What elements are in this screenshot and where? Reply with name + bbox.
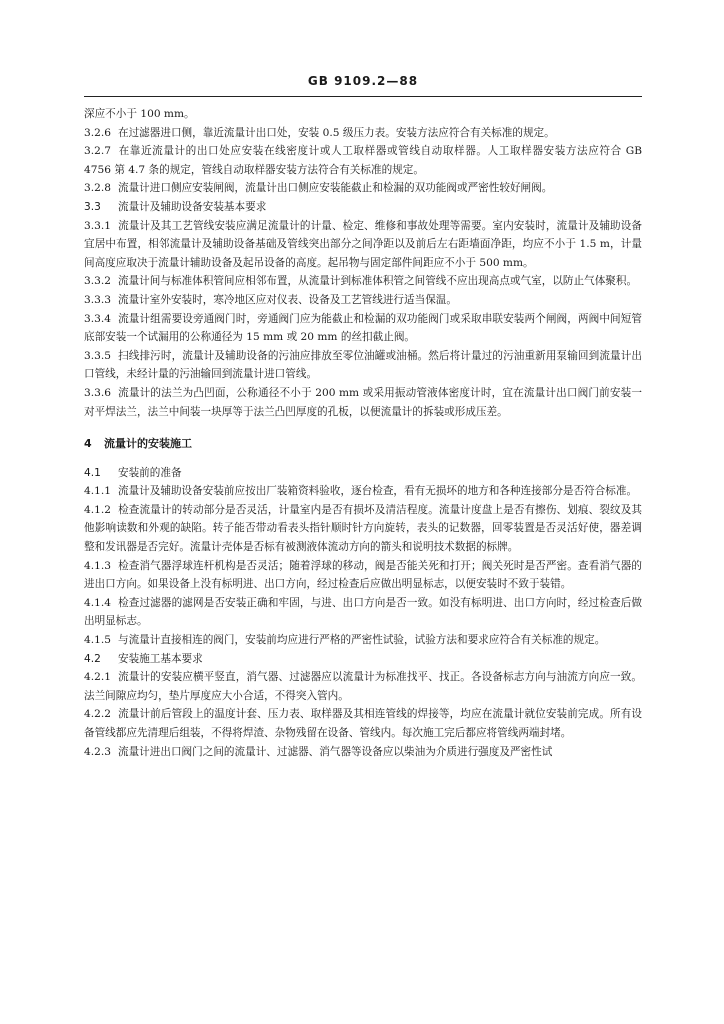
clause-text: 流量计的安装应横平竖直，消气器、过滤器应以流量计为标准找平、找正。各设备标志方向与油流方向应一致。法兰间隙应均匀，垫片厚度应大小合适，不得突入管内。 — [84, 671, 642, 702]
clause-number: 3.3.1 — [84, 219, 111, 232]
clause-text: 检查流量计的转动部分是否灵活，计量室内是否有损坏及清洁程度。流量计度盘上是否有擦伤、划痕、裂纹及其他影响读数和外观的缺陷。转子能否带动看表头指针顺时针方向旋转，表头的记数器，回零装置是否灵活好使，器差调整和发讯器是否完好。流量计壳体是否标有被测液体流动方向的箭头和说明技术数据的标牌。 — [84, 503, 642, 554]
clause-number: 3.2.8 — [84, 182, 111, 195]
clause-paragraph — [84, 291, 642, 310]
clause-number: 4.1.2 — [84, 503, 111, 516]
clause-paragraph — [84, 668, 642, 705]
clause-text: 流量计及其工艺管线安装应满足流量计的计量、检定、维修和事故处理等需要。室内安装时，流量计及辅助设备宜居中布置，相邻流量计及辅助设备基础及管线突出部分之间净距以及前后左右距墙面净距，均应不小于 1.5 m，计量间高度应取决于流量计辅助设备及起吊设备的高度。起吊物与固定部件间距应不小于 500 mm。 — [84, 219, 642, 269]
clause-number: 4.2.2 — [84, 708, 111, 721]
clause-number: 4.1 — [84, 466, 101, 479]
clause-text: 流量计进出口阀门之间的流量计、过滤器、消气器等设备应以柴油为介质进行强度及严密性试 — [118, 745, 553, 758]
clause-number: 4.1.3 — [84, 559, 111, 572]
clause-number: 3.3 — [84, 200, 101, 213]
clause-paragraph — [84, 501, 642, 557]
clause-paragraph — [84, 347, 642, 384]
clause-text: 流量计前后管段上的温度计套、压力表、取样器及其相连管线的焊接等，均应在流量计就位安装前完成。所有设备管线都应先清理后组装，不得将焊渣、杂物残留在设备、管线内。每次施工完后都应将管线两端封堵。 — [84, 708, 642, 739]
subsection-heading — [84, 650, 642, 669]
clause-text: 流量计室外安装时，寒冷地区应对仪表、设备及工艺管线进行适当保温。 — [118, 293, 457, 306]
clause-text: 与流量计直接相连的阀门，安装前均应进行严格的严密性试验，试验方法和要求应符合有关标准的规定。 — [118, 634, 606, 647]
clause-number: 3.2.7 — [84, 145, 111, 158]
clause-paragraph — [84, 217, 642, 273]
standard-code-header: GB 9109.2—88 — [307, 74, 419, 88]
clause-text: 在过滤器进口侧，靠近流量计出口处，安装 0.5 级压力表。安装方法应符合有关标准的规定。 — [118, 126, 555, 139]
clause-text: 流量计的安装施工 — [104, 437, 192, 451]
clause-text: 检查过滤器的滤网是否安装正确和牢固，与进、出口方向是否一致。如没有标明进、出口方向时，经过检查后做出明显标志。 — [84, 596, 642, 628]
clause-text: 安装施工基本要求 — [118, 652, 203, 665]
subsection-heading — [84, 464, 642, 483]
clause-text: 流量计的法兰为凸凹面，公称通径不小于 200 mm 或采用振动管液体密度计时，宜在流量计出口阀门前安装一对平焊法兰，法兰中间装一块厚等于法兰凸凹厚度的孔板，以便流量计的拆装或形成压差。 — [84, 386, 642, 418]
clause-number: 4.1.5 — [84, 634, 111, 647]
clause-number: 4.2 — [84, 652, 101, 665]
clause-paragraph — [84, 631, 642, 650]
clause-paragraph — [84, 482, 642, 501]
clause-text: 深应不小于 100 mm。 — [84, 108, 195, 120]
clause-text: 检查消气器浮球连杆机构是否灵活；随着浮球的移动，阀是否能关死和打开；阀关死时是否严密。查看消气器的进出口方向。如果设备上没有标明进、出口方向，经过检查后应做出明显标志，以便安装时不致于装错。 — [84, 559, 642, 591]
clause-paragraph — [84, 384, 642, 421]
clause-paragraph — [84, 124, 642, 143]
subsection-heading — [84, 198, 642, 217]
clause-number: 3.3.4 — [84, 312, 111, 325]
clause-number: 4 — [84, 437, 92, 451]
clause-text: 流量计及辅助设备安装前应按出厂装箱资料验收，逐台检查，看有无损坏的地方和各种连接部分是否符合标准。 — [118, 485, 638, 498]
clause-number: 3.3.2 — [84, 275, 111, 288]
clause-paragraph — [84, 705, 642, 742]
clause-paragraph — [84, 105, 642, 124]
clause-paragraph — [84, 594, 642, 631]
clause-paragraph — [84, 142, 642, 179]
section-heading — [84, 435, 642, 454]
clause-paragraph — [84, 272, 642, 291]
clause-text: 流量计进口侧应安装闸阀，流量计出口侧应安装能截止和检漏的双功能阀或严密性较好闸阀。 — [118, 182, 553, 195]
clause-paragraph — [84, 743, 642, 762]
clause-text: 流量计组需要设旁通阀门时，旁通阀门应为能截止和检漏的双功能阀门或采取串联安装两个闸阀，两阀中间短管底部安装一个试漏用的公称通径为 15 mm 或 20 mm 的丝扣截止阀。 — [84, 312, 642, 344]
clause-number: 4.1.4 — [84, 596, 111, 609]
clause-text: 流量计间与标准体积管间应相邻布置，从流量计到标准体积管之间管线不应出现高点或气室，以防止气体聚积。 — [118, 275, 638, 288]
clause-text: 扫线排污时，流量计及辅助设备的污油应排放至零位油罐或油桶。然后将计量过的污油重新用泵输回到流量计出口管线，未经计量的污油输回到流量计进口管线。 — [84, 349, 642, 381]
clause-text: 流量计及辅助设备安装基本要求 — [118, 200, 267, 213]
clause-number: 4.1.1 — [84, 485, 111, 498]
clause-number: 3.3.6 — [84, 386, 111, 399]
clause-number: 4.2.1 — [84, 671, 111, 684]
header-rule — [84, 96, 642, 97]
clause-paragraph — [84, 557, 642, 594]
clause-number: 3.3.5 — [84, 349, 111, 362]
clause-text: 在靠近流量计的出口处应安装在线密度计或人工取样器或管线自动取样器。人工取样器安装方法应符合 GB 4756 第 4.7 条的规定，管线自动取样器安装方法符合有关标准的规定。 — [84, 145, 642, 176]
clause-paragraph — [84, 310, 642, 347]
document-body — [84, 105, 642, 761]
clause-number: 3.3.3 — [84, 293, 111, 306]
clause-number: 3.2.6 — [84, 126, 111, 139]
clause-paragraph — [84, 179, 642, 198]
clause-text: 安装前的准备 — [118, 466, 182, 479]
clause-number: 4.2.3 — [84, 745, 111, 758]
